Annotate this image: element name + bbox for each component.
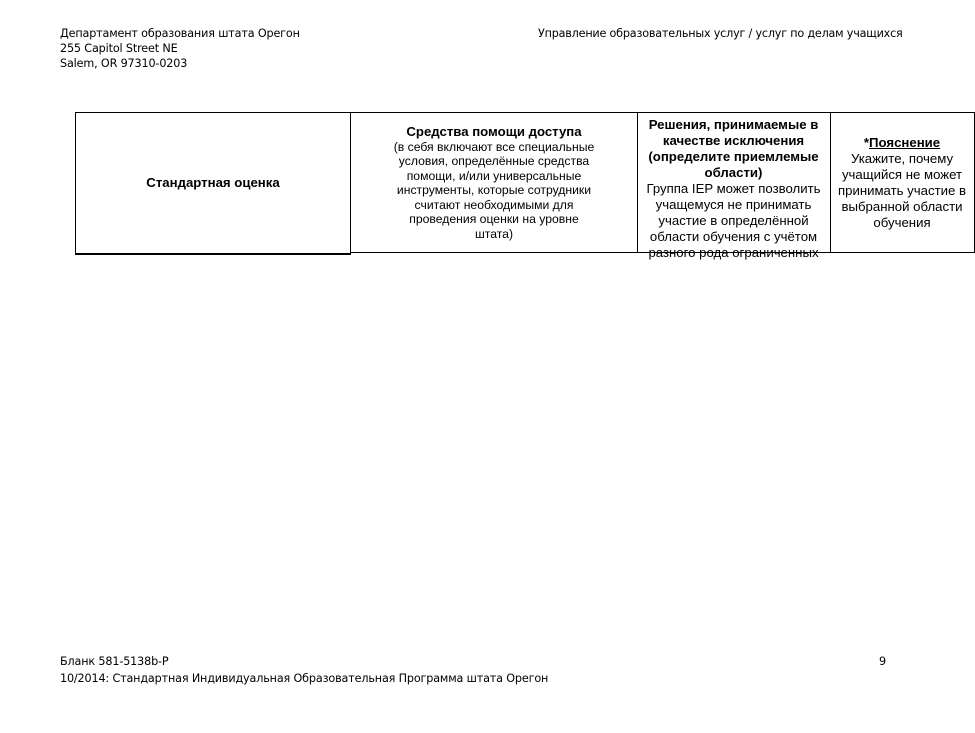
header-agency-address [60,26,300,71]
cell-standard-assessment [75,112,351,255]
exception-decisions-description: Группа IEP может позволить учащемуся не принимать участие в определённой области обучения с учётом разного рода ограниченных [646,181,821,260]
footer [60,653,548,687]
cell-access-aids [351,112,638,253]
explanation-title: Пояснение [869,134,941,150]
explanation-heading [864,135,940,151]
footer-form-number: Бланк 581-5138b-P [60,655,169,668]
agency-name: Департамент образования штата Орегон [60,27,300,40]
agency-street: 255 Capitol Street NE [60,42,178,55]
assessment-table [75,112,966,260]
cell-explanation [830,112,975,253]
cell-exception-decisions [637,112,831,260]
access-aids-title: Средства помощи доступа [406,123,582,139]
access-aids-description: (в себя включают все специальные условия, определённые средства помощи, и/или универсальные инструменты, которые сотрудники считают необходимыми для проведения оценки на уровне штата) [393,139,595,241]
explanation-description: Укажите, почему учащийся не может принимать участие в выбранной области обучения [838,150,966,230]
agency-city: Salem, OR 97310-0203 [60,57,188,70]
header-office-title: Управление образовательных услуг / услуг по делам учащихся [538,27,903,40]
exception-decisions-title: Решения, принимаемые в качестве исключения (определите приемлемые области) [648,117,819,180]
page-number: 9 [879,655,887,668]
footer-program-line: 10/2014: Стандартная Индивидуальная Образовательная Программа штата Орегон [60,672,549,685]
explanation-asterisk: * [863,134,870,150]
standard-assessment-title: Стандартная оценка [146,175,280,190]
